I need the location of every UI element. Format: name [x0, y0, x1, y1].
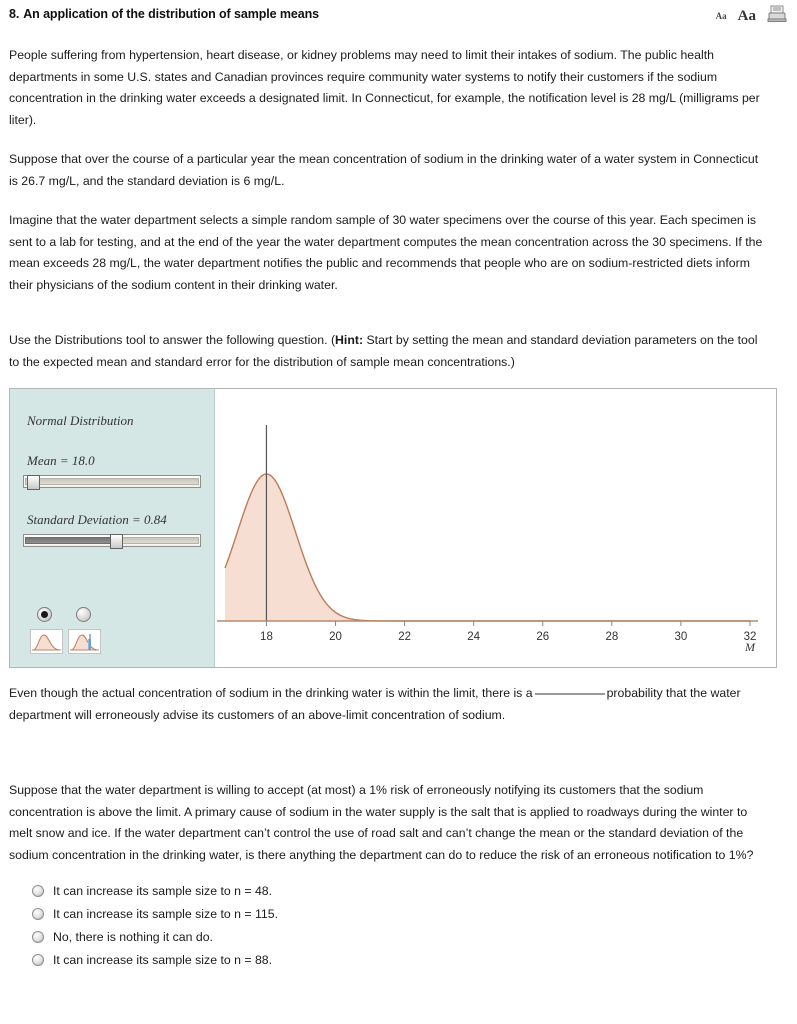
- x-axis-tick-label: 32: [743, 631, 757, 643]
- curve-group: [225, 425, 750, 621]
- print-icon[interactable]: [767, 5, 787, 28]
- question-body-lower: [0, 668, 797, 866]
- answer-option-3[interactable]: [32, 949, 797, 970]
- question-body: [0, 30, 797, 388]
- distribution-chart: [215, 389, 776, 667]
- mean-slider[interactable]: [23, 475, 201, 488]
- x-axis-tick-label: 22: [398, 631, 412, 643]
- paragraph-scenario: Imagine that the water department selects a simple random sample of 30 water specimens over the course of this year. Each specimen is sent to a lab for testing, and at the end of the year the water department computes the mean concentration across the 30 specimens. If the mean exceeds 28 mg/L, the water department notifies the public and recommends that people who are on sodium-restricted diets inform their physicians of the sodium content in their drinking water.: [9, 213, 763, 292]
- mean-slider-thumb[interactable]: [27, 475, 40, 490]
- display-mode-radio-group[interactable]: [37, 607, 91, 622]
- question-title-text: An application of the distribution of sample means: [23, 7, 319, 21]
- paragraph-parameters: Suppose that over the course of a particular year the mean concentration of sodium in the drinking water of a water system in Connecticut is 26.7 mg/L, and the standard deviation is 6 mg/L.: [9, 152, 759, 188]
- answer-option-2[interactable]: [32, 926, 797, 947]
- distribution-thumbnails[interactable]: [30, 629, 101, 654]
- standard-deviation-label: Standard Deviation = 0.84: [27, 512, 167, 527]
- blank-sentence-prefix: Even though the actual concentration of sodium in the drinking water is within the limit, there is a: [9, 686, 533, 700]
- mean-slider-track: [25, 478, 199, 485]
- answer-option-label: It can increase its sample size to n = 48.: [53, 883, 273, 898]
- distribution-plot-svg: [215, 389, 775, 667]
- x-axis-tick-label: 18: [260, 631, 273, 643]
- tick-labels-group: [260, 621, 756, 643]
- normal-curve-thumbnail-icon[interactable]: [30, 629, 63, 654]
- answer-option-label: No, there is nothing it can do.: [53, 929, 213, 944]
- question-header: [0, 0, 797, 30]
- answer-option-radio[interactable]: [32, 885, 44, 897]
- paragraph-final-question: Suppose that the water department is willing to accept (at most) a 1% risk of erroneously notifying its customers that the sodium concentration is above the limit. A primary cause of sodium in the water supply is the salt that is applied to roadways during the winter to melt snow and ice. If the water department can’t control the use of road salt and can’t change the mean or the standard deviation of the sodium concentration in the drinking water, is there anything the department can do to reduce the risk of an erroneous notification to 1%?: [9, 783, 754, 862]
- radio-curve-only[interactable]: [37, 607, 52, 622]
- answer-option-label: It can increase its sample size to n = 88.: [53, 952, 273, 967]
- sd-slider-thumb[interactable]: [110, 534, 123, 549]
- answer-option-radio[interactable]: [32, 908, 44, 920]
- distributions-tool[interactable]: [9, 388, 777, 668]
- x-axis-tick-label: 26: [536, 631, 550, 643]
- hint-suffix: Start by setting the mean and standard deviation parameters on the tool to the expected mean and standard error for the distribution of sample mean concentrations.): [9, 333, 758, 369]
- answer-options-list[interactable]: [0, 880, 797, 970]
- radio-curve-with-marker[interactable]: [76, 607, 91, 622]
- x-axis-tick-label: 30: [674, 631, 688, 643]
- question-number: 8.: [9, 7, 20, 21]
- decrease-font-size-button[interactable]: Aa: [715, 11, 727, 21]
- paragraph-blank-question: [9, 683, 764, 726]
- standard-deviation-slider[interactable]: [23, 534, 201, 547]
- density-area: [225, 474, 750, 621]
- answer-blank-field[interactable]: [535, 693, 605, 695]
- answer-option-radio[interactable]: [32, 931, 44, 943]
- x-axis-tick-label: 28: [605, 631, 619, 643]
- distribution-type-label: Normal Distribution: [27, 413, 134, 428]
- sd-slider-fill: [25, 537, 111, 544]
- mean-label: Mean = 18.0: [27, 453, 95, 468]
- answer-option-radio[interactable]: [32, 954, 44, 966]
- answer-option-0[interactable]: [32, 880, 797, 901]
- paragraph-intro: People suffering from hypertension, heart disease, or kidney problems may need to limit their intakes of sodium. The public health departments in some U.S. states and Canadian provinces require community water systems to notify their customers if the sodium concentration in the drinking water exceeds a designated limit. In Connecticut, for example, the notification level is 28 mg/L (milligrams per liter).: [9, 48, 760, 127]
- normal-curve-marker-thumbnail-icon[interactable]: [68, 629, 101, 654]
- answer-option-label: It can increase its sample size to n = 115.: [53, 906, 278, 921]
- hint-label: Hint:: [335, 333, 364, 347]
- header-toolbar: [716, 5, 787, 28]
- answer-option-1[interactable]: [32, 903, 797, 924]
- increase-font-size-button[interactable]: Aa: [737, 8, 756, 24]
- x-axis-label: M: [745, 640, 755, 654]
- hint-prefix: Use the Distributions tool to answer the following question. (: [9, 333, 336, 347]
- paragraph-hint: [9, 330, 764, 373]
- x-axis-tick-label: 24: [467, 631, 481, 643]
- page-title: [9, 7, 785, 21]
- distribution-controls-panel: [10, 389, 215, 667]
- blank-sentence-suffix: probability that the water department will erroneously advise its customers of an above-limit concentration of sodium.: [9, 686, 741, 722]
- x-axis-tick-label: 20: [329, 631, 342, 643]
